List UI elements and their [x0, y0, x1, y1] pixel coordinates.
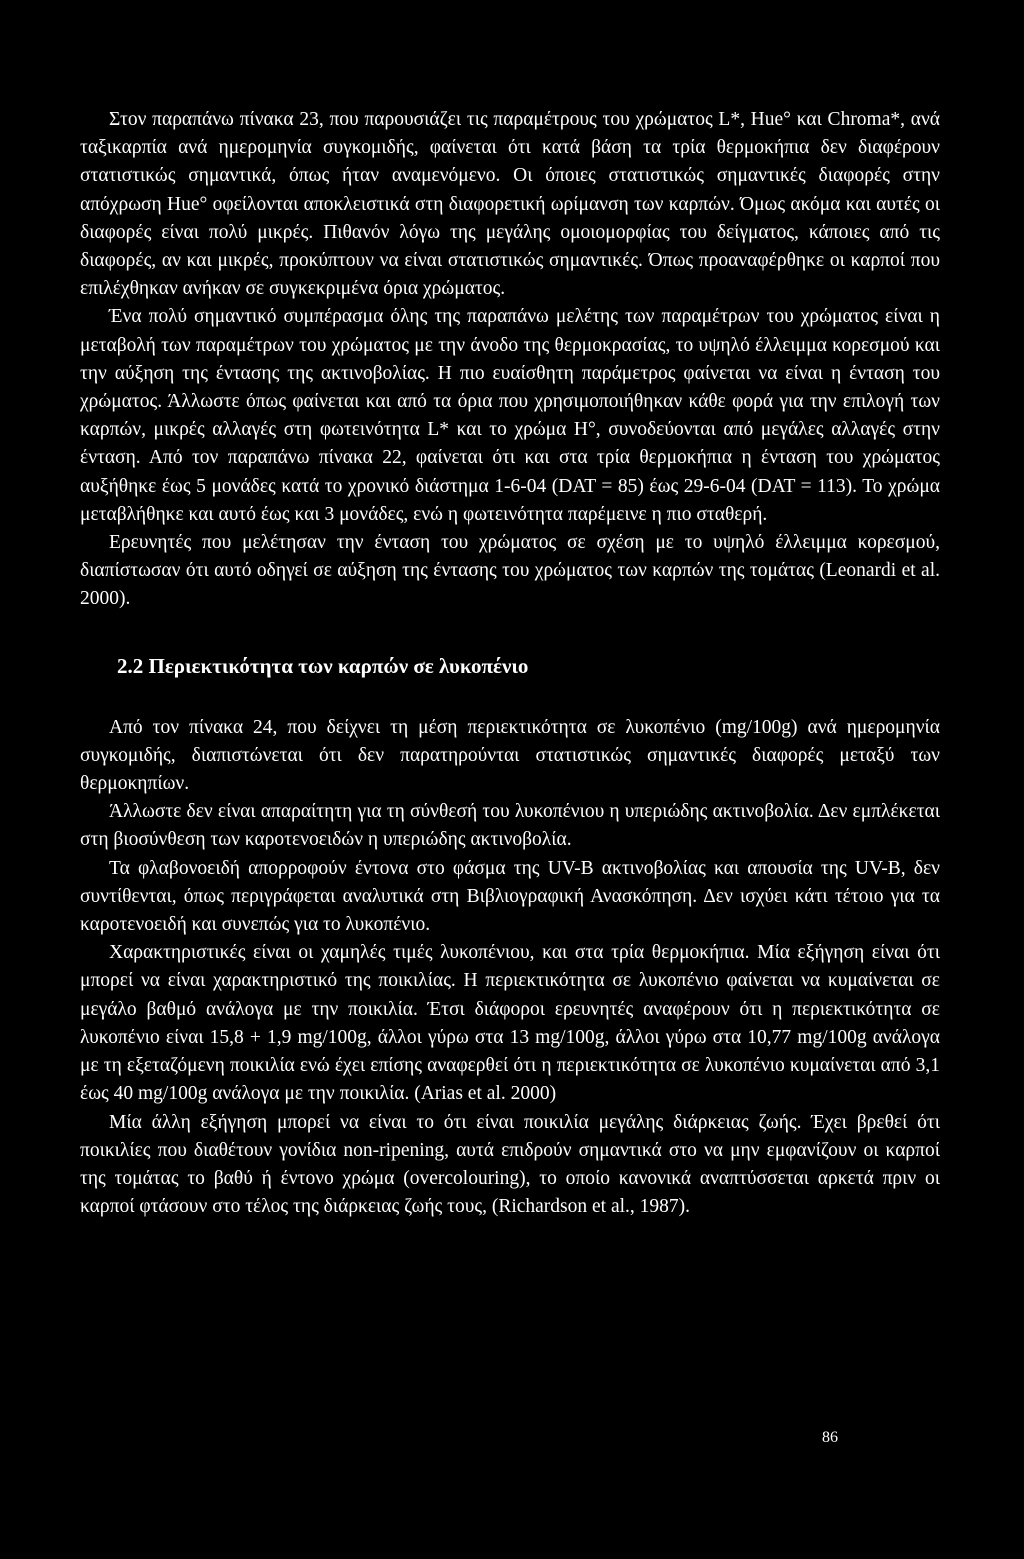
- paragraph-long-shelf-life: Μία άλλη εξήγηση μπορεί να είναι το ότι είναι ποικιλία μεγάλης διάρκειας ζωής. Έχει βρεθεί ότι ποικιλίες που διαθέτουν γονίδια non-ripening, αυτά επιδρούν σημαντικά στο να μην εμφανίζουν οι καρποί της τομάτας το βαθύ ή έντονο χρώμα (overcolouring), το οποίο κανονικά αναπτύσσεται αρκετά πριν οι καρποί φτάσουν στο τέλος της διάρκειας ζωής τους, (Richardson et al., 1987).: [80, 1111, 940, 1218]
- paragraph-flavonoids-uvb: Τα φλαβονοειδή απορροφούν έντονα στο φάσμα της UV-B ακτινοβολίας και απουσία της UV-B, δεν συντίθενται, όπως περιγράφεται αναλυτικά στη Βιβλιογραφική Ανασκόπηση. Δεν ισχύει κάτι τέτοιο για τα καροτενοειδή και συνεπώς για το λυκοπένιο.: [80, 857, 940, 936]
- section-heading: 2.2 Περιεκτικότητα των καρπών σε λυκοπένιο: [117, 653, 529, 678]
- paragraph-table-24-lycopene: Από τον πίνακα 24, που δείχνει τη μέση περιεκτικότητα σε λυκοπένιο (mg/100g) ανά ημερομηνία συγκομιδής, διαπιστώνεται ότι δεν παρατηρούνται στατιστικώς σημαντικές διαφορές μεταξύ των θερμοκηπίων.: [80, 716, 940, 795]
- paragraph-uv-lycopene: Άλλωστε δεν είναι απαραίτητη για τη σύνθεσή του λυκοπένιου η υπεριώδης ακτινοβολία. Δεν εμπλέκεται στη βιοσύνθεση των καροτενοειδών η υπεριώδης ακτινοβολία.: [80, 801, 940, 851]
- page-number: 86: [822, 1429, 838, 1446]
- page-body: [80, 106, 940, 1221]
- paragraph-researchers-color-intensity: Ερευνητές που μελέτησαν την ένταση του χρώματος σε σχέση με το υψηλό έλλειμμα κορεσμού, διαπίστωσαν ότι αυτό οδηγεί σε αύξηση της έντασης του χρώματος των καρπών της τομάτας (Leonardi et al. 2000).: [80, 532, 940, 610]
- paragraph-low-lycopene-values: Χαρακτηριστικές είναι οι χαμηλές τιμές λυκοπένιου, και στα τρία θερμοκήπια. Μία εξήγηση είναι ότι μπορεί να είναι χαρακτηριστικό της ποικιλίας. Η περιεκτικότητα σε λυκοπένιο φαίνεται να κυμαίνεται σε μεγάλο βαθμό ανάλογα με την ποικιλία. Έτσι διάφοροι ερευνητές αναφέρουν ότι η περιεκτικότητα σε λυκοπένιο είναι 15,8 + 1,9 mg/100g, άλλοι γύρω στα 13 mg/100g, άλλοι γύρω στα 10,77 mg/100g ανάλογα με τη εξεταζόμενη ποικιλία ενώ έχει επίσης αναφερθεί ότι η περιεκτικότητα σε λυκοπένιο κυμαίνεται από 3,1 έως 40 mg/100g ανάλογα με την ποικιλία. (Arias et al. 2000): [80, 942, 940, 1105]
- paragraph-color-conclusion: Ένα πολύ σημαντικό συμπέρασμα όλης της παραπάνω μελέτης των παραμέτρων του χρώματος είναι η μεταβολή των παραμέτρων του χρώματος με την άνοδο της θερμοκρασίας, το υψηλό έλλειμμα κορεσμού και την αύξηση της έντασης της ακτινοβολίας. Η πιο ευαίσθητη παράμετρος φαίνεται να είναι η ένταση του χρώματος. Άλλωστε όπως φαίνεται και από τα όρια που χρησιμοποιήθηκαν κάθε φορά για την επιλογή των καρπών, μικρές αλλαγές στη φωτεινότητα L* και το χρώμα H°, συνοδεύονται από μεγάλες αλλαγές στην ένταση. Από τον παραπάνω πίνακα 22, φαίνεται ότι και στα τρία θερμοκήπια η ένταση του χρώματος αυξήθηκε έως 5 μονάδες κατά το χρονικό διάστημα 1-6-04 (DAT = 85) έως 29-6-04 (DAT = 113). Το χρώμα μεταβλήθηκε και αυτό έως και 3 μονάδες, ενώ η φωτεινότητα παρέμεινε η πιο σταθερή.: [80, 306, 940, 525]
- spacer: [80, 680, 940, 714]
- spacer: [80, 614, 940, 652]
- paragraph-table-23-discussion: Στον παραπάνω πίνακα 23, που παρουσιάζει τις παραμέτρους του χρώματος L*, Hue° και Chroma*, ανά ταξικαρπία ανά ημερομηνία συγκομιδής, φαίνεται ότι κατά βάση τα τρία θερμοκήπια δεν διαφέρουν στατιστικώς σημαντικά, όπως ήταν αναμενόμενο. Οι όποιες στατιστικώς σημαντικές διαφορές στην απόχρωση Hue° οφείλονται αποκλειστικά στη διαφορετική ωρίμανση των καρπών. Όμως ακόμα και αυτές οι διαφορές είναι πολύ μικρές. Πιθανόν λόγω της μεγάλης ομοιομορφίας του δείγματος, κάποιες από τις διαφορές, αν και μικρές, προκύπτουν να είναι στατιστικώς σημαντικές. Όπως προαναφέρθηκε οι καρποί που επιλέχθηκαν ανήκαν σε συγκεκριμένα όρια χρώματος.: [80, 109, 940, 300]
